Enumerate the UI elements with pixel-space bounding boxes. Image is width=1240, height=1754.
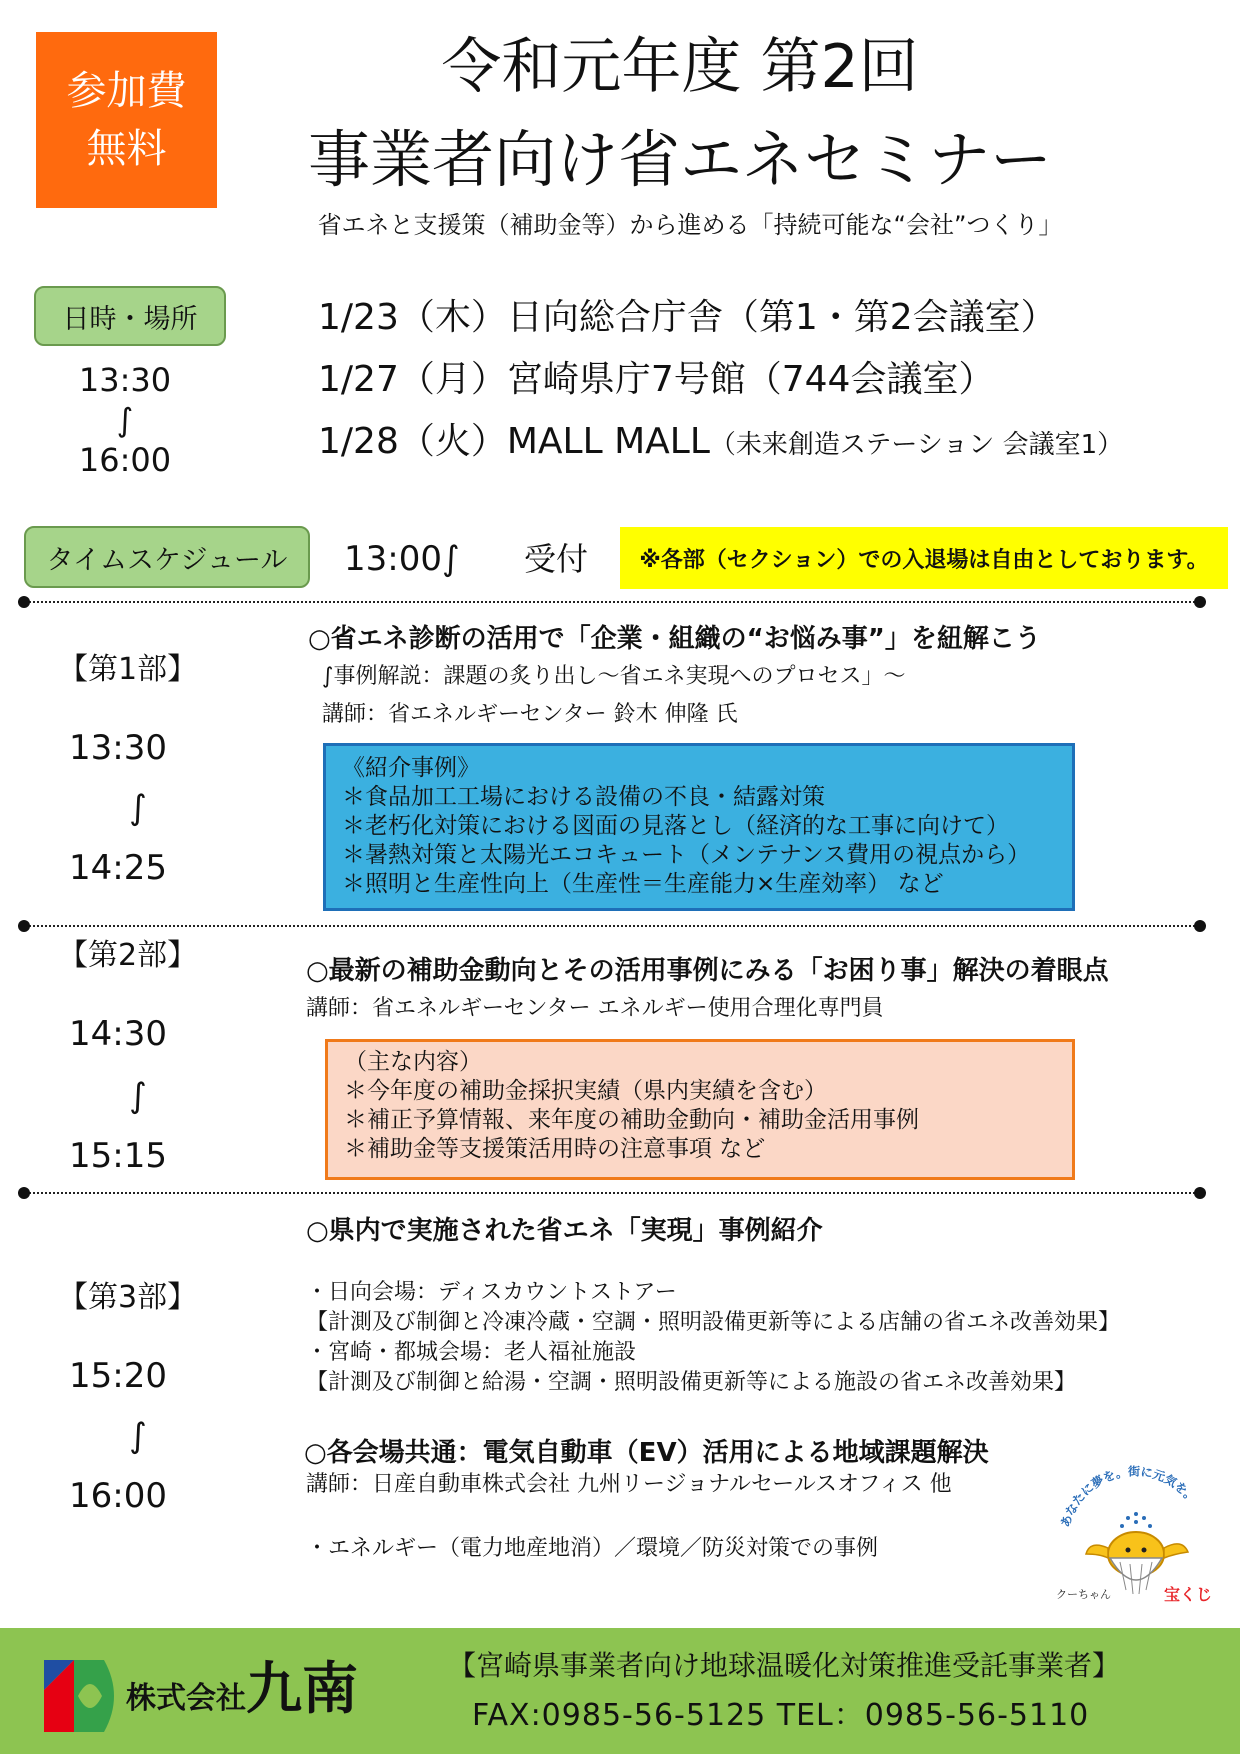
venue-line-3-main: 1/28（火）MALL MALL	[318, 421, 710, 462]
entry-exit-notice: ※各部（セクション）での入退場は自由としております。	[620, 527, 1228, 589]
mascot-name: クーちゃん	[1056, 1588, 1111, 1601]
venue-time	[50, 360, 200, 480]
venue-time-sep: ∫	[116, 401, 134, 439]
subtitle: 省エネと支援策（補助金等）から進める「持続可能な“会社”つくり」	[317, 211, 1063, 239]
part2-box-line: （主な内容）	[344, 1049, 482, 1075]
reception-time: 13:00∫	[344, 539, 460, 579]
venue-tag: 日時・場所	[34, 286, 226, 346]
venue-line-3	[318, 420, 1123, 467]
part2-box-line: ＊補助金等支援策活用時の注意事項 など	[344, 1136, 766, 1162]
company-main-name: 九南	[246, 1657, 358, 1722]
part1-time-end: 14:25	[69, 848, 167, 888]
company-name	[126, 1650, 358, 1739]
section-divider-2	[22, 925, 1202, 927]
part1-box-line: ＊暑熱対策と太陽光エコキュート（メンテナンス費用の視点から）	[342, 842, 1031, 868]
part3-time-end: 16:00	[69, 1476, 167, 1516]
venue-line-1-main: 1/23（木）日向総合庁舎（第1・第2会議室）	[318, 297, 1057, 338]
part2-content-box	[325, 1039, 1075, 1180]
mascot-brand: 宝くじ	[1164, 1585, 1213, 1604]
part3-case-line: 【計測及び制御と冷凍冷蔵・空調・照明設備更新等による店舗の省エネ改善効果】	[306, 1310, 1121, 1335]
reception-label: 受付	[524, 540, 589, 578]
part3-example: ・エネルギー（電力地産地消）／環境／防災対策での事例	[306, 1536, 879, 1561]
part2-lecturer: 講師：省エネルギーセンター エネルギー使用合理化専門員	[306, 996, 884, 1021]
fee-badge-line2: 無料	[86, 126, 167, 172]
fee-badge-line1: 参加費	[66, 68, 187, 114]
free-admission-badge	[36, 32, 217, 208]
part1-time-start: 13:30	[69, 728, 167, 768]
venue-time-start: 13:30	[78, 361, 172, 399]
part1-box-line: ＊照明と生産性向上（生産性＝生産能力×生産効率） など	[342, 871, 944, 897]
part1-box-line: 《紹介事例》	[342, 755, 480, 781]
title-line1: 令和元年度 第2回	[441, 32, 919, 102]
kyunan-logo-icon	[44, 1660, 124, 1732]
part1-label: 【第1部】	[58, 652, 198, 687]
takarakuji-mascot	[1050, 1462, 1220, 1612]
mascot-slogan: あなたに夢を。街に元気を。	[1058, 1464, 1200, 1529]
part1-title: ○省エネ診断の活用で「企業・組織の“お悩み事”」を紐解こう	[308, 624, 1041, 654]
part1-sub: ∫事例解説：課題の炙り出し～省エネ実現へのプロセス」～	[322, 664, 906, 689]
footer-contact: FAX:0985-56-5125 TEL：0985-56-5110	[472, 1698, 1090, 1733]
part3-case-line: 【計測及び制御と給湯・空調・照明設備更新等による施設の省エネ改善効果】	[306, 1370, 1077, 1395]
part1-case-box	[323, 743, 1075, 911]
part1-box-line: ＊食品加工工場における設備の不良・結露対策	[342, 784, 825, 810]
company-prefix: 株式会社	[126, 1681, 246, 1716]
venue-line-1	[318, 296, 1057, 340]
part3-time-start: 15:20	[69, 1356, 167, 1396]
part1-time-sep: ∫	[129, 788, 147, 828]
title-line2: 事業者向け省エネセミナー	[307, 123, 1052, 196]
schedule-tag: タイムスケジュール	[24, 526, 310, 588]
part2-title: ○最新の補助金動向とその活用事例にみる「お困り事」解決の着眼点	[306, 956, 1109, 986]
part1-lecturer: 講師：省エネルギーセンター 鈴木 伸隆 氏	[322, 702, 738, 727]
part2-time-sep: ∫	[129, 1076, 147, 1116]
part2-time-start: 14:30	[69, 1014, 167, 1054]
part3-case-line: ・日向会場：ディスカウントストアー	[306, 1280, 677, 1305]
section-divider-3	[22, 1192, 1202, 1194]
part3-case-line: ・宮崎・都城会場：老人福祉施設	[306, 1340, 637, 1365]
venue-time-end: 16:00	[78, 441, 172, 479]
venue-line-3-small: （未来創造ステーション 会議室1）	[709, 430, 1124, 460]
footer-organization: 【宮崎県事業者向け地球温暖化対策推進受託事業者】	[448, 1649, 1121, 1682]
part3-title: ○県内で実施された省エネ「実現」事例紹介	[306, 1216, 823, 1246]
part1-box-line: ＊老朽化対策における図面の見落とし（経済的な工事に向けて）	[342, 813, 1009, 839]
venue-line-2-main: 1/27（月）宮崎県庁7号館（744会議室）	[318, 359, 995, 400]
part3-lecturer2: 講師：日産自動車株式会社 九州リージョナルセールスオフィス 他	[306, 1472, 952, 1497]
section-divider-1	[22, 601, 1202, 603]
part2-time-end: 15:15	[69, 1136, 167, 1176]
part2-box-line: ＊今年度の補助金採択実績（県内実績を含む）	[344, 1078, 827, 1104]
venue-line-2	[318, 358, 994, 402]
part2-label: 【第2部】	[58, 938, 198, 973]
part3-time-sep: ∫	[129, 1416, 147, 1456]
part3-title2: ○各会場共通：電気自動車（EV）活用による地域課題解決	[304, 1438, 989, 1468]
part2-box-line: ＊補正予算情報、来年度の補助金動向・補助金活用事例	[344, 1107, 919, 1133]
part3-label: 【第3部】	[58, 1280, 198, 1315]
